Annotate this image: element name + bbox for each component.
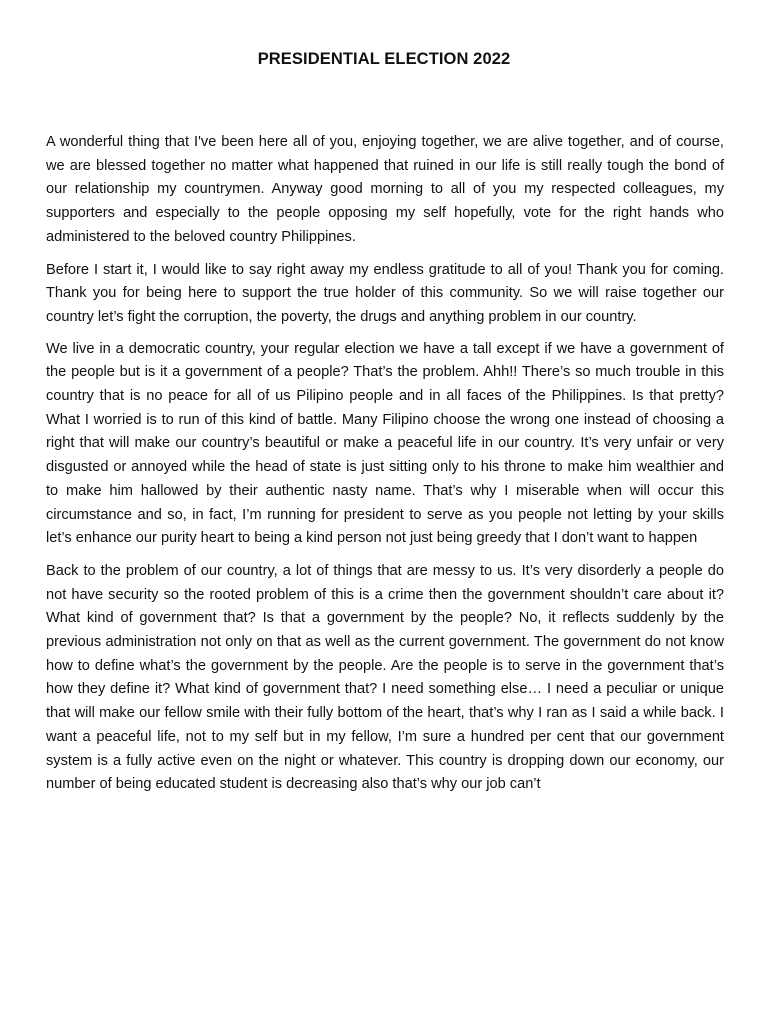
document-body: [46, 131, 724, 806]
document-title: PRESIDENTIAL ELECTION 2022: [257, 50, 511, 68]
paragraph-4: Back to the problem of our country, a lot of things that are messy to us. It’s very disorderly a people do not have security so the rooted problem of this is a crime then the government shouldn’t care about it? What kind of government that? Is that a government by the people? No, it reflects suddenly by the previous administration not only on that as well as the current government. The government do not know how to define what’s the government by the people. Are the people is to serve in the government that’s how they define it? What kind of government that? I need something else… I need a peculiar or unique that will make our fellow smile with their fully bottom of the heart, that’s why I ran as I said a while back. I want a peaceful life, not to my self but in my fellow, I’m sure a hundred per cent that our government system is a fully active even on the night or whatever. This country is dropping down our economy, our number of being educated student is decreasing also that’s why our job can’t: [46, 562, 724, 793]
paragraph-3: We live in a democratic country, your regular election we have a tall except if we have a government of the people but is it a government of a people? That’s the problem. Ahh!! There’s so much trouble in this country that is no peace for all of us Pilipino people and in all faces of the Philippines. Is that pretty? What I worried is to run of this kind of battle. Many Filipino choose the wrong one instead of choosing a right that will make our country’s beautiful or make a peaceful life in our country. It’s very unfair or very disgusted or annoyed while the head of state is just sitting only to his throne to make him wealthier and to make him hallowed by their authentic nasty name. That’s why I miserable when will occur this circumstance and so, in fact, I’m running for president to serve as you people not letting by your skills let’s enhance our purity heart to being a kind person not just being greedy that I don’t want to happen: [46, 340, 724, 547]
paragraph-2: Before I start it, I would like to say right away my endless gratitude to all of you! Thank you for coming. Thank you for being here to support the true holder of this community. So we will raise together our country let’s fight the corruption, the poverty, the drugs and anything problem in our country.: [46, 261, 724, 325]
paragraph-1: A wonderful thing that I've been here all of you, enjoying together, we are alive together, and of course, we are blessed together no matter what happened that ruined in our life is still really tough the bond of our relationship my countrymen. Anyway good morning to all of you my respected colleagues, my supporters and especially to the people opposing my self hopefully, vote for the right hands who administered to the beloved country Philippines.: [46, 134, 724, 245]
